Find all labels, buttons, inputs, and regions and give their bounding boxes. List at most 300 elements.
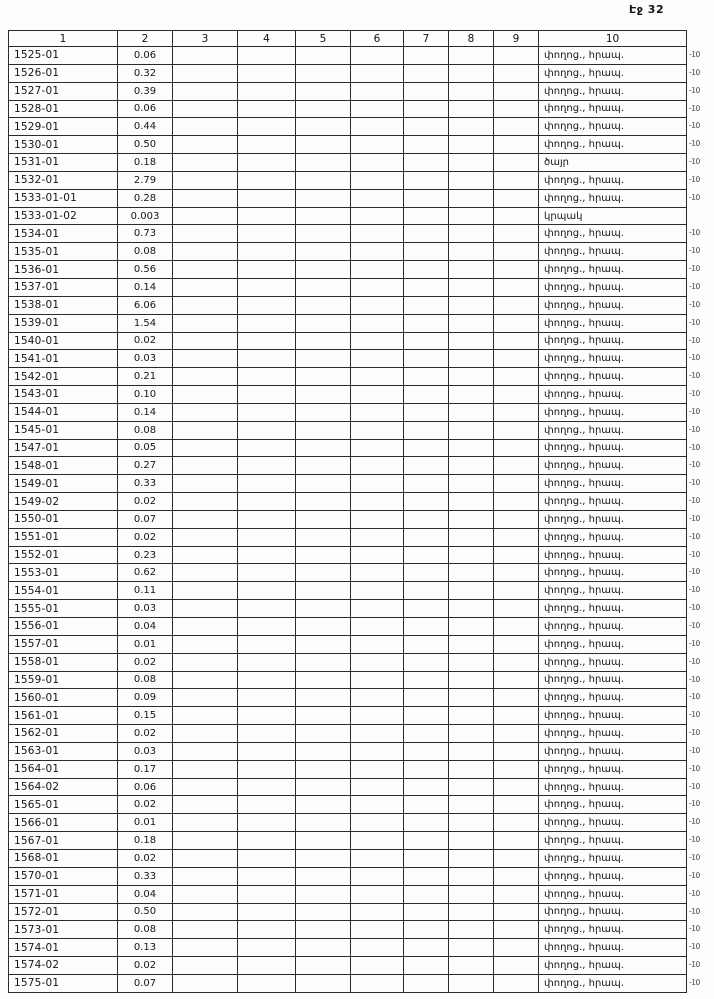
cell-empty-4 — [238, 82, 296, 100]
cell-empty-8 — [449, 653, 494, 671]
cell-empty-3 — [173, 725, 238, 743]
cell-empty-3 — [173, 47, 238, 65]
cell-empty-5 — [296, 457, 351, 475]
cell-area-value: 0.08 — [118, 671, 173, 689]
table-row — [9, 421, 687, 439]
cell-empty-4 — [238, 100, 296, 118]
table-row — [9, 332, 687, 350]
cell-area-value: 0.11 — [118, 582, 173, 600]
cell-empty-5 — [296, 296, 351, 314]
cell-parcel-code: 1559-01 — [9, 671, 118, 689]
cell-parcel-code: 1574-01 — [9, 939, 118, 957]
cell-empty-9 — [494, 653, 539, 671]
cell-empty-6 — [351, 725, 404, 743]
cell-empty-3 — [173, 778, 238, 796]
table-row — [9, 849, 687, 867]
table-row — [9, 386, 687, 404]
cell-empty-4 — [238, 118, 296, 136]
cell-empty-9 — [494, 118, 539, 136]
cell-parcel-code: 1528-01 — [9, 100, 118, 118]
table-row — [9, 243, 687, 261]
cell-empty-9 — [494, 47, 539, 65]
margin-mark: -10 — [688, 906, 700, 916]
table-row — [9, 118, 687, 136]
cell-empty-4 — [238, 314, 296, 332]
cell-empty-7 — [404, 546, 449, 564]
cell-empty-4 — [238, 832, 296, 850]
cell-parcel-code: 1541-01 — [9, 350, 118, 368]
cell-empty-4 — [238, 939, 296, 957]
cell-empty-3 — [173, 261, 238, 279]
cell-empty-7 — [404, 528, 449, 546]
cell-empty-9 — [494, 760, 539, 778]
table-row — [9, 707, 687, 725]
cell-empty-7 — [404, 510, 449, 528]
cell-empty-9 — [494, 618, 539, 636]
cell-empty-9 — [494, 939, 539, 957]
cell-empty-5 — [296, 314, 351, 332]
cell-empty-7 — [404, 314, 449, 332]
cell-empty-6 — [351, 974, 404, 992]
cell-empty-8 — [449, 885, 494, 903]
cell-area-value: 0.06 — [118, 47, 173, 65]
cell-empty-7 — [404, 832, 449, 850]
cell-empty-9 — [494, 475, 539, 493]
cell-empty-9 — [494, 546, 539, 564]
cell-description: փողոց., հրապ. — [539, 600, 687, 618]
cell-empty-7 — [404, 64, 449, 82]
cell-empty-4 — [238, 439, 296, 457]
cell-description: փողոց., հրապ. — [539, 939, 687, 957]
cell-empty-5 — [296, 760, 351, 778]
margin-mark: -10 — [688, 281, 700, 292]
cell-empty-6 — [351, 225, 404, 243]
cell-empty-3 — [173, 707, 238, 725]
margin-mark: -10 — [688, 50, 700, 60]
cell-parcel-code: 1568-01 — [9, 849, 118, 867]
cell-empty-4 — [238, 421, 296, 439]
table-row — [9, 867, 687, 885]
cell-empty-3 — [173, 635, 238, 653]
margin-mark: -10 — [688, 460, 700, 470]
cell-empty-6 — [351, 64, 404, 82]
cell-empty-3 — [173, 421, 238, 439]
cell-description: ծայր — [539, 154, 687, 172]
margin-mark: -10 — [688, 103, 700, 113]
cell-empty-9 — [494, 207, 539, 225]
column-header: 9 — [494, 31, 539, 47]
cell-parcel-code: 1565-01 — [9, 796, 118, 814]
cell-description: փողոց., հրապ. — [539, 849, 687, 867]
cell-area-value: 0.03 — [118, 350, 173, 368]
cell-empty-5 — [296, 493, 351, 511]
cell-description: փողոց., հրապ. — [539, 278, 687, 296]
cell-empty-8 — [449, 296, 494, 314]
cell-empty-7 — [404, 867, 449, 885]
cell-empty-9 — [494, 974, 539, 992]
cell-area-value: 0.14 — [118, 278, 173, 296]
margin-mark: -10 — [688, 728, 700, 738]
cell-empty-6 — [351, 564, 404, 582]
cell-empty-4 — [238, 725, 296, 743]
cell-empty-9 — [494, 386, 539, 404]
table-row — [9, 742, 687, 760]
margin-mark: -10 — [688, 745, 700, 756]
cell-empty-7 — [404, 957, 449, 975]
cell-description: փողոց., հրապ. — [539, 100, 687, 118]
cell-description: փողոց., հրապ. — [539, 332, 687, 350]
cell-empty-7 — [404, 136, 449, 154]
cell-empty-6 — [351, 136, 404, 154]
margin-mark: -10 — [688, 549, 700, 560]
cell-empty-9 — [494, 171, 539, 189]
cell-empty-7 — [404, 154, 449, 172]
table-row — [9, 957, 687, 975]
cell-empty-4 — [238, 403, 296, 421]
cell-empty-4 — [238, 493, 296, 511]
cell-empty-7 — [404, 386, 449, 404]
cell-empty-3 — [173, 439, 238, 457]
margin-mark: -10 — [688, 585, 700, 595]
cell-empty-5 — [296, 618, 351, 636]
cell-empty-8 — [449, 457, 494, 475]
cell-area-value: 0.05 — [118, 439, 173, 457]
cell-empty-7 — [404, 707, 449, 725]
cell-parcel-code: 1533-01-01 — [9, 189, 118, 207]
cell-empty-4 — [238, 64, 296, 82]
cell-empty-4 — [238, 207, 296, 225]
table-row — [9, 100, 687, 118]
table-row — [9, 618, 687, 636]
cell-empty-6 — [351, 814, 404, 832]
margin-mark: -10 — [688, 371, 700, 381]
cell-empty-7 — [404, 974, 449, 992]
cell-empty-9 — [494, 814, 539, 832]
cell-empty-8 — [449, 100, 494, 118]
cell-area-value: 0.04 — [118, 885, 173, 903]
cell-parcel-code: 1530-01 — [9, 136, 118, 154]
cell-description: փողոց., հրապ. — [539, 189, 687, 207]
cell-parcel-code: 1544-01 — [9, 403, 118, 421]
margin-mark: -10 — [688, 960, 700, 970]
cell-empty-6 — [351, 760, 404, 778]
cell-parcel-code: 1536-01 — [9, 261, 118, 279]
cell-empty-5 — [296, 903, 351, 921]
cell-empty-3 — [173, 368, 238, 386]
cell-empty-6 — [351, 903, 404, 921]
cell-empty-3 — [173, 867, 238, 885]
margin-mark: -10 — [688, 478, 700, 488]
cell-description: փողոց., հրապ. — [539, 493, 687, 511]
table-row — [9, 457, 687, 475]
margin-mark: -10 — [688, 942, 700, 952]
cell-parcel-code: 1549-01 — [9, 475, 118, 493]
table-row — [9, 314, 687, 332]
margin-mark: -10 — [688, 174, 700, 185]
cell-empty-8 — [449, 82, 494, 100]
margin-mark: -10 — [688, 888, 700, 899]
cell-area-value: 0.17 — [118, 760, 173, 778]
cell-empty-9 — [494, 725, 539, 743]
cell-empty-3 — [173, 600, 238, 618]
cell-empty-6 — [351, 171, 404, 189]
cell-description: փողոց., հրապ. — [539, 261, 687, 279]
column-header: 2 — [118, 31, 173, 47]
cell-description: փողոց., հրապ. — [539, 742, 687, 760]
cell-empty-6 — [351, 510, 404, 528]
cell-area-value: 0.06 — [118, 778, 173, 796]
column-header: 6 — [351, 31, 404, 47]
cell-empty-7 — [404, 725, 449, 743]
cell-description: կրպակ — [539, 207, 687, 225]
cell-description: փողոց., հրապ. — [539, 421, 687, 439]
cell-empty-3 — [173, 403, 238, 421]
cell-description: փողոց., հրապ. — [539, 457, 687, 475]
cell-parcel-code: 1563-01 — [9, 742, 118, 760]
margin-mark: -10 — [688, 317, 700, 328]
margin-mark: -10 — [688, 674, 700, 684]
margin-mark: -10 — [688, 85, 700, 96]
cell-empty-5 — [296, 403, 351, 421]
cell-description: փողոց., հրապ. — [539, 243, 687, 261]
margin-mark: -10 — [688, 603, 700, 613]
cell-empty-5 — [296, 885, 351, 903]
cell-parcel-code: 1574-02 — [9, 957, 118, 975]
cell-empty-3 — [173, 885, 238, 903]
table-row — [9, 921, 687, 939]
cell-parcel-code: 1551-01 — [9, 528, 118, 546]
table-row — [9, 653, 687, 671]
cell-empty-3 — [173, 136, 238, 154]
table-row — [9, 189, 687, 207]
cell-empty-3 — [173, 760, 238, 778]
margin-mark: -10 — [688, 246, 700, 256]
cell-empty-7 — [404, 885, 449, 903]
cell-empty-7 — [404, 475, 449, 493]
cell-empty-8 — [449, 368, 494, 386]
cell-empty-9 — [494, 635, 539, 653]
cell-empty-8 — [449, 832, 494, 850]
cell-description: փողոց., հրապ. — [539, 171, 687, 189]
table-body — [9, 47, 687, 993]
cell-empty-8 — [449, 903, 494, 921]
cell-area-value: 0.18 — [118, 154, 173, 172]
table-row — [9, 475, 687, 493]
cell-empty-9 — [494, 314, 539, 332]
cell-empty-3 — [173, 957, 238, 975]
cell-empty-7 — [404, 653, 449, 671]
cell-empty-9 — [494, 439, 539, 457]
cell-area-value: 0.02 — [118, 849, 173, 867]
column-header: 3 — [173, 31, 238, 47]
table-row — [9, 903, 687, 921]
cell-empty-5 — [296, 350, 351, 368]
cell-empty-9 — [494, 742, 539, 760]
cell-empty-6 — [351, 475, 404, 493]
column-header: 4 — [238, 31, 296, 47]
cell-empty-6 — [351, 832, 404, 850]
cell-empty-3 — [173, 546, 238, 564]
cell-empty-3 — [173, 100, 238, 118]
margin-mark: -10 — [688, 531, 700, 542]
table-row — [9, 510, 687, 528]
cadastre-table — [8, 30, 687, 993]
cell-area-value: 0.08 — [118, 421, 173, 439]
cell-empty-9 — [494, 296, 539, 314]
cell-empty-7 — [404, 189, 449, 207]
margin-mark: -10 — [688, 406, 700, 417]
cell-empty-8 — [449, 528, 494, 546]
table-row — [9, 546, 687, 564]
cell-empty-7 — [404, 760, 449, 778]
cell-area-value: 0.01 — [118, 814, 173, 832]
cell-area-value: 0.03 — [118, 600, 173, 618]
table-row — [9, 974, 687, 992]
cell-empty-9 — [494, 528, 539, 546]
cell-empty-6 — [351, 546, 404, 564]
page-number: Էջ 32 — [629, 3, 665, 16]
cell-empty-4 — [238, 510, 296, 528]
cell-empty-6 — [351, 189, 404, 207]
cell-empty-3 — [173, 814, 238, 832]
cell-empty-3 — [173, 154, 238, 172]
table-row — [9, 368, 687, 386]
cell-area-value: 0.15 — [118, 707, 173, 725]
cell-empty-5 — [296, 974, 351, 992]
table-row — [9, 82, 687, 100]
column-header: 1 — [9, 31, 118, 47]
table-row — [9, 778, 687, 796]
cell-empty-8 — [449, 475, 494, 493]
cell-empty-6 — [351, 332, 404, 350]
cell-empty-5 — [296, 332, 351, 350]
cell-parcel-code: 1564-01 — [9, 760, 118, 778]
cell-empty-9 — [494, 671, 539, 689]
cell-empty-8 — [449, 189, 494, 207]
cell-description: փողոց., հրապ. — [539, 778, 687, 796]
cell-empty-9 — [494, 600, 539, 618]
cell-empty-7 — [404, 243, 449, 261]
cell-empty-9 — [494, 82, 539, 100]
cell-description: փողոց., հրապ. — [539, 510, 687, 528]
cell-empty-8 — [449, 243, 494, 261]
cell-description: փողոց., հրապ. — [539, 403, 687, 421]
cell-empty-8 — [449, 796, 494, 814]
cell-empty-4 — [238, 136, 296, 154]
cell-empty-4 — [238, 278, 296, 296]
cell-empty-9 — [494, 278, 539, 296]
cell-empty-7 — [404, 100, 449, 118]
cell-empty-9 — [494, 778, 539, 796]
cell-area-value: 0.02 — [118, 957, 173, 975]
cell-empty-3 — [173, 475, 238, 493]
cell-description: փողոց., հրապ. — [539, 546, 687, 564]
cell-empty-7 — [404, 207, 449, 225]
cell-empty-6 — [351, 350, 404, 368]
cell-empty-9 — [494, 903, 539, 921]
column-header: 10 — [539, 31, 687, 47]
cell-parcel-code: 1562-01 — [9, 725, 118, 743]
cell-area-value: 0.21 — [118, 368, 173, 386]
cell-empty-8 — [449, 225, 494, 243]
cell-parcel-code: 1527-01 — [9, 82, 118, 100]
cell-description: փողոց., հրապ. — [539, 225, 687, 243]
cell-empty-4 — [238, 261, 296, 279]
cell-empty-4 — [238, 707, 296, 725]
cell-empty-4 — [238, 957, 296, 975]
table-row — [9, 635, 687, 653]
cell-empty-3 — [173, 457, 238, 475]
cell-empty-8 — [449, 564, 494, 582]
cell-empty-9 — [494, 403, 539, 421]
cell-empty-9 — [494, 261, 539, 279]
cell-empty-4 — [238, 225, 296, 243]
cell-area-value: 2.79 — [118, 171, 173, 189]
cell-area-value: 0.09 — [118, 689, 173, 707]
cell-empty-4 — [238, 332, 296, 350]
cell-empty-8 — [449, 171, 494, 189]
cell-area-value: 0.01 — [118, 635, 173, 653]
margin-mark: -10 — [688, 424, 700, 435]
cell-empty-8 — [449, 261, 494, 279]
cell-empty-3 — [173, 903, 238, 921]
cell-empty-6 — [351, 671, 404, 689]
margin-mark: -10 — [688, 852, 700, 863]
cell-area-value: 0.003 — [118, 207, 173, 225]
cell-empty-9 — [494, 243, 539, 261]
cell-empty-7 — [404, 332, 449, 350]
cell-area-value: 0.02 — [118, 528, 173, 546]
cell-empty-5 — [296, 867, 351, 885]
cell-parcel-code: 1566-01 — [9, 814, 118, 832]
cell-empty-7 — [404, 600, 449, 618]
cell-parcel-code: 1538-01 — [9, 296, 118, 314]
cell-empty-5 — [296, 671, 351, 689]
cell-empty-7 — [404, 689, 449, 707]
cell-description: փողոց., հրապ. — [539, 314, 687, 332]
cell-description: փողոց., հրապ. — [539, 118, 687, 136]
cell-empty-5 — [296, 207, 351, 225]
margin-mark: -10 — [688, 67, 700, 78]
margin-mark: -10 — [688, 121, 700, 131]
cell-empty-9 — [494, 64, 539, 82]
cell-parcel-code: 1557-01 — [9, 635, 118, 653]
cell-empty-7 — [404, 368, 449, 386]
cell-empty-6 — [351, 154, 404, 172]
cell-empty-4 — [238, 546, 296, 564]
cell-parcel-code: 1550-01 — [9, 510, 118, 528]
cell-empty-7 — [404, 903, 449, 921]
cell-empty-5 — [296, 136, 351, 154]
cell-area-value: 0.08 — [118, 243, 173, 261]
margin-mark: -10 — [688, 799, 700, 809]
cell-empty-8 — [449, 154, 494, 172]
cell-empty-6 — [351, 368, 404, 386]
cell-empty-5 — [296, 261, 351, 279]
cell-empty-7 — [404, 171, 449, 189]
cell-empty-9 — [494, 796, 539, 814]
cell-description: փողոց., հրապ. — [539, 796, 687, 814]
cell-empty-8 — [449, 439, 494, 457]
cell-empty-4 — [238, 386, 296, 404]
cell-empty-6 — [351, 885, 404, 903]
cell-empty-5 — [296, 386, 351, 404]
cell-empty-7 — [404, 457, 449, 475]
margin-mark: -10 — [688, 763, 700, 774]
cell-empty-4 — [238, 903, 296, 921]
cell-parcel-code: 1572-01 — [9, 903, 118, 921]
cell-empty-6 — [351, 82, 404, 100]
